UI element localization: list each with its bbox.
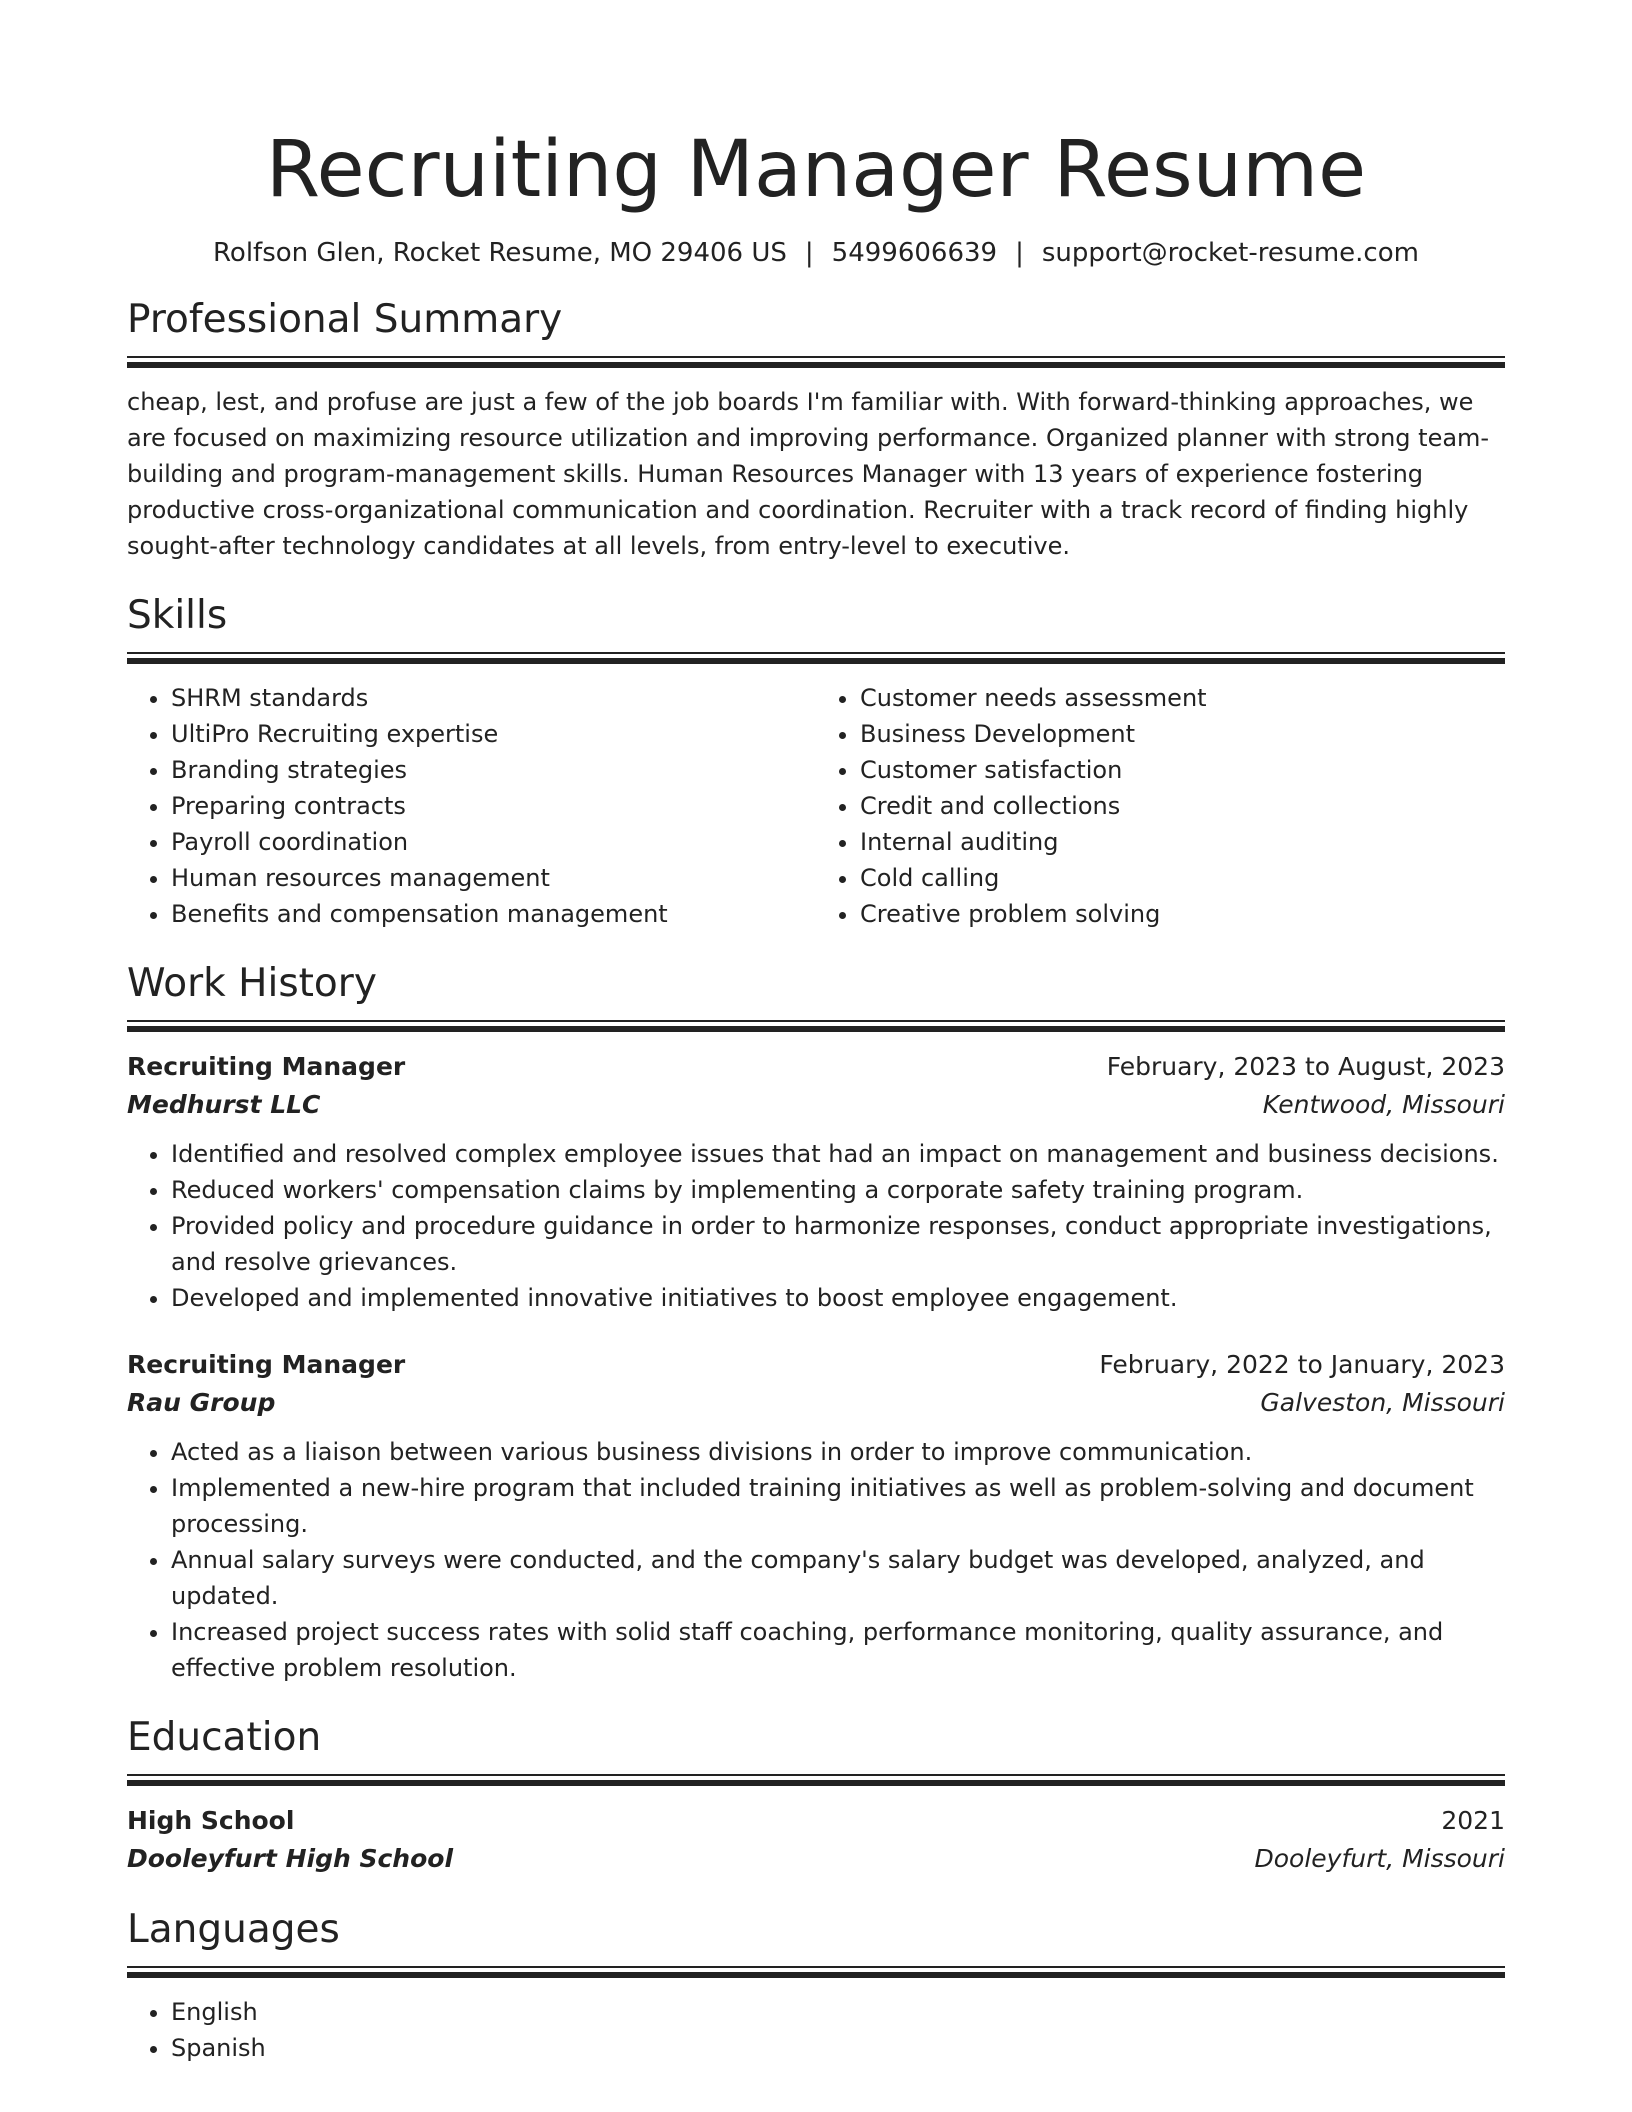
- job-dates: February, 2023 to August, 2023: [1106, 1052, 1505, 1081]
- job-bullets: [127, 1434, 1505, 1686]
- job-bullet: • Acted as a liaison between various business divisions in order to improve communication.: [171, 1434, 1505, 1470]
- job-company: Medhurst LLC: [127, 1090, 321, 1119]
- skill-item: • Cold calling: [860, 860, 1505, 896]
- section-divider: [127, 1774, 1505, 1786]
- skill-item: • Customer needs assessment: [860, 680, 1505, 716]
- job-bullet: • Provided policy and procedure guidance in order to harmonize responses, conduct appropriate investigations, and resolve grievances.: [171, 1208, 1505, 1280]
- education-subheader: [127, 1840, 1505, 1878]
- skill-item: • Customer satisfaction: [860, 752, 1505, 788]
- section-divider: [127, 652, 1505, 664]
- summary-text: cheap, lest, and profuse are just a few of the job boards I'm familiar with. With forward-thinking approaches, we are focused on maximizing resource utilization and improving performance. Organized planner with strong team-building and program-management skills. Human Resources Manager with 13 years of experience fostering productive cross-organizational communication and coordination. Recruiter with a track record of finding highly sought-after technology candidates at all levels, from entry-level to executive.: [127, 388, 1490, 560]
- job-dates: February, 2022 to January, 2023: [1099, 1350, 1505, 1379]
- education-degree: High School: [127, 1806, 295, 1835]
- skill-item: • Branding strategies: [171, 752, 816, 788]
- contact-separator: |: [804, 238, 814, 268]
- skills-list-left: [127, 680, 816, 932]
- education-location: Dooleyfurt, Missouri: [1254, 1844, 1505, 1873]
- contact-email: support@rocket-resume.com: [1041, 238, 1419, 268]
- resume-title: Recruiting Manager Resume: [265, 125, 1367, 215]
- section-heading-work-history: Work History: [127, 961, 377, 1006]
- contact-address: Rolfson Glen, Rocket Resume, MO 29406 US: [213, 238, 787, 268]
- contact-phone: 5499606639: [831, 238, 998, 268]
- language-item: • English: [171, 1994, 1505, 2030]
- section-divider: [127, 1966, 1505, 1978]
- job-subheader: [127, 1086, 1505, 1124]
- job-location: Kentwood, Missouri: [1262, 1090, 1505, 1119]
- job-title: Recruiting Manager: [127, 1350, 406, 1379]
- job-bullet: • Implemented a new-hire program that included training initiatives as well as problem-solving and document processing.: [171, 1470, 1505, 1542]
- job-bullet: • Identified and resolved complex employee issues that had an impact on management and business decisions.: [171, 1136, 1505, 1172]
- summary-section: [127, 296, 1505, 564]
- skill-item: • Preparing contracts: [171, 788, 816, 824]
- skill-item: • Business Development: [860, 716, 1505, 752]
- section-divider: [127, 1020, 1505, 1032]
- education-entry: [127, 1802, 1505, 1878]
- skill-item: • UltiPro Recruiting expertise: [171, 716, 816, 752]
- skills-section: [127, 592, 1505, 932]
- job-entry: [127, 1048, 1505, 1316]
- skill-item: • Human resources management: [171, 860, 816, 896]
- language-item: • Spanish: [171, 2030, 1505, 2066]
- job-header: [127, 1048, 1505, 1086]
- skill-item: • Payroll coordination: [171, 824, 816, 860]
- section-heading-skills: Skills: [127, 593, 228, 638]
- skill-item: • Creative problem solving: [860, 896, 1505, 932]
- skill-item: • Benefits and compensation management: [171, 896, 816, 932]
- skill-item: • SHRM standards: [171, 680, 816, 716]
- work-history-section: [127, 960, 1505, 1686]
- job-bullets: [127, 1136, 1505, 1316]
- skills-columns: [127, 680, 1505, 932]
- job-bullet: • Annual salary surveys were conducted, and the company's salary budget was developed, analyzed, and updated.: [171, 1542, 1505, 1614]
- section-divider: [127, 356, 1505, 368]
- job-entry: [127, 1346, 1505, 1686]
- job-title: Recruiting Manager: [127, 1052, 406, 1081]
- skill-item: • Internal auditing: [860, 824, 1505, 860]
- job-bullet: • Developed and implemented innovative initiatives to boost employee engagement.: [171, 1280, 1505, 1316]
- job-header: [127, 1346, 1505, 1384]
- job-subheader: [127, 1384, 1505, 1422]
- skill-item: • Credit and collections: [860, 788, 1505, 824]
- skills-list-right: [816, 680, 1505, 932]
- education-section: [127, 1714, 1505, 1878]
- job-location: Galveston, Missouri: [1260, 1388, 1505, 1417]
- languages-section: [127, 1906, 1505, 2066]
- job-company: Rau Group: [127, 1388, 276, 1417]
- education-header: [127, 1802, 1505, 1840]
- contact-separator: |: [1015, 238, 1024, 268]
- job-bullet: • Increased project success rates with solid staff coaching, performance monitoring, quality assurance, and effective problem resolution.: [171, 1614, 1505, 1686]
- section-heading-languages: Languages: [127, 1907, 340, 1952]
- section-heading-education: Education: [127, 1715, 322, 1760]
- job-bullet: • Reduced workers' compensation claims by implementing a corporate safety training program.: [171, 1172, 1505, 1208]
- section-heading-summary: Professional Summary: [127, 297, 563, 342]
- contact-line: [127, 236, 1505, 270]
- education-year: 2021: [1441, 1806, 1505, 1835]
- languages-list: [127, 1994, 1505, 2066]
- education-school: Dooleyfurt High School: [127, 1844, 454, 1873]
